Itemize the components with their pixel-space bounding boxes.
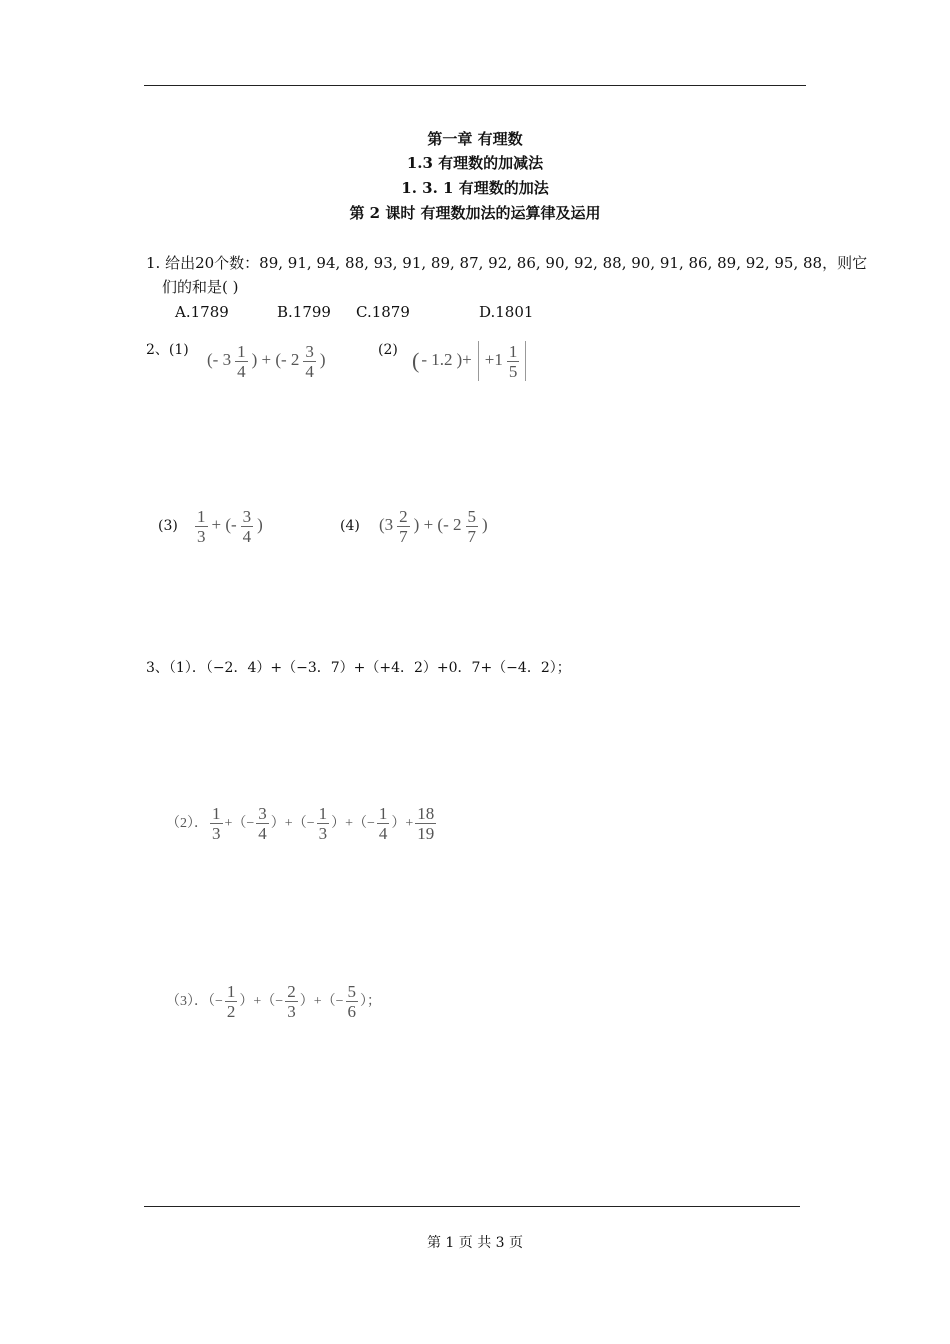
page-number: 第 1 页 共 3 页 <box>426 1235 524 1251</box>
q2p1-close: ) <box>319 350 326 370</box>
q2-part3-label: (3) <box>158 518 178 534</box>
chapter-title: 第一章 有理数 <box>427 130 523 148</box>
q2-part4-label: (4) <box>340 518 360 534</box>
fraction: $\frac{5}{6}$ <box>347 982 356 1021</box>
fraction: $\frac{1}{3}$ <box>197 507 206 546</box>
q2-part3-expression: $\frac{1}{3}$ + (- $\frac{3}{4}$ ) <box>197 507 263 546</box>
q2-part2-expression: ( - 1.2 )+ +1 $\frac{1}{5}$ <box>412 341 530 381</box>
q2-label: 2、(1) <box>146 342 189 358</box>
footer-rule <box>144 1206 800 1207</box>
q3-part1: 3、（1）．（−2．4）+（−3．7）+（+4．2）+0．7+（−4．2）； <box>146 660 571 676</box>
q1-line2: 们的和是( ) <box>162 278 239 296</box>
q1-option-b: B.1799 <box>277 303 331 321</box>
fraction: $\frac{1}{2}$ <box>226 982 236 1021</box>
fraction: $\frac{1}{4}$ <box>378 804 388 843</box>
q1-line1: 1. 给出20个数：89, 91, 94, 88, 93, 91, 89, 87, 92, 86, 90, 92, 88, 90, 91, 86, 89, 92, 95, 88，则它 <box>146 254 868 272</box>
q1-option-c: C.1879 <box>356 303 410 321</box>
q2-part1-expression <box>205 342 328 381</box>
subsection-title: 1. 3. 1 有理数的加法 <box>401 179 549 197</box>
q2p1-open: (- 3 <box>207 350 232 370</box>
header-rule <box>144 85 806 86</box>
fraction: $\frac{3}{4}$ <box>305 342 314 381</box>
fraction: $\frac{3}{4}$ <box>258 804 267 843</box>
lesson-title: 第 2 课时 有理数加法的运算律及运用 <box>349 204 601 222</box>
abs-bar-left <box>478 341 479 381</box>
fraction: $\frac{1}{5}$ <box>508 341 518 381</box>
fraction: $\frac{1}{3}$ <box>212 804 221 843</box>
fraction: $\frac{3}{4}$ <box>242 507 252 546</box>
abs-bar-right <box>525 341 526 381</box>
fraction: $\frac{18}{19}$ <box>417 804 435 843</box>
fraction: $\frac{1}{4}$ <box>237 342 246 381</box>
q3-part3-expression: （3）．（− $\frac{1}{2}$ ）+（− $\frac{2}{3}$ ）+（− $\frac{5}{6}$ ）； <box>166 982 381 1021</box>
fraction: $\frac{1}{3}$ <box>318 804 328 843</box>
q2p1-mid: ) + (- 2 <box>251 350 300 370</box>
q3-part2-expression: （2）． $\frac{1}{3}$ +（− $\frac{3}{4}$ ）+（− $\frac{1}{3}$ ）+（− $\frac{1}{4}$ ）+ $\frac{18}{19}$ <box>166 804 435 843</box>
q2-part4-expression: (3 $\frac{2}{7}$ ) + (- 2 $\frac{5}{7}$ ) <box>379 507 488 546</box>
fraction: $\frac{2}{3}$ <box>287 982 296 1021</box>
fraction: $\frac{5}{7}$ <box>467 507 476 546</box>
q1-option-d: D.1801 <box>479 303 534 321</box>
fraction: $\frac{2}{7}$ <box>399 507 408 546</box>
q1-option-a: A.1789 <box>175 303 229 321</box>
q2-part2-label: (2) <box>378 342 398 358</box>
section-title: 1.3 有理数的加减法 <box>406 154 544 172</box>
